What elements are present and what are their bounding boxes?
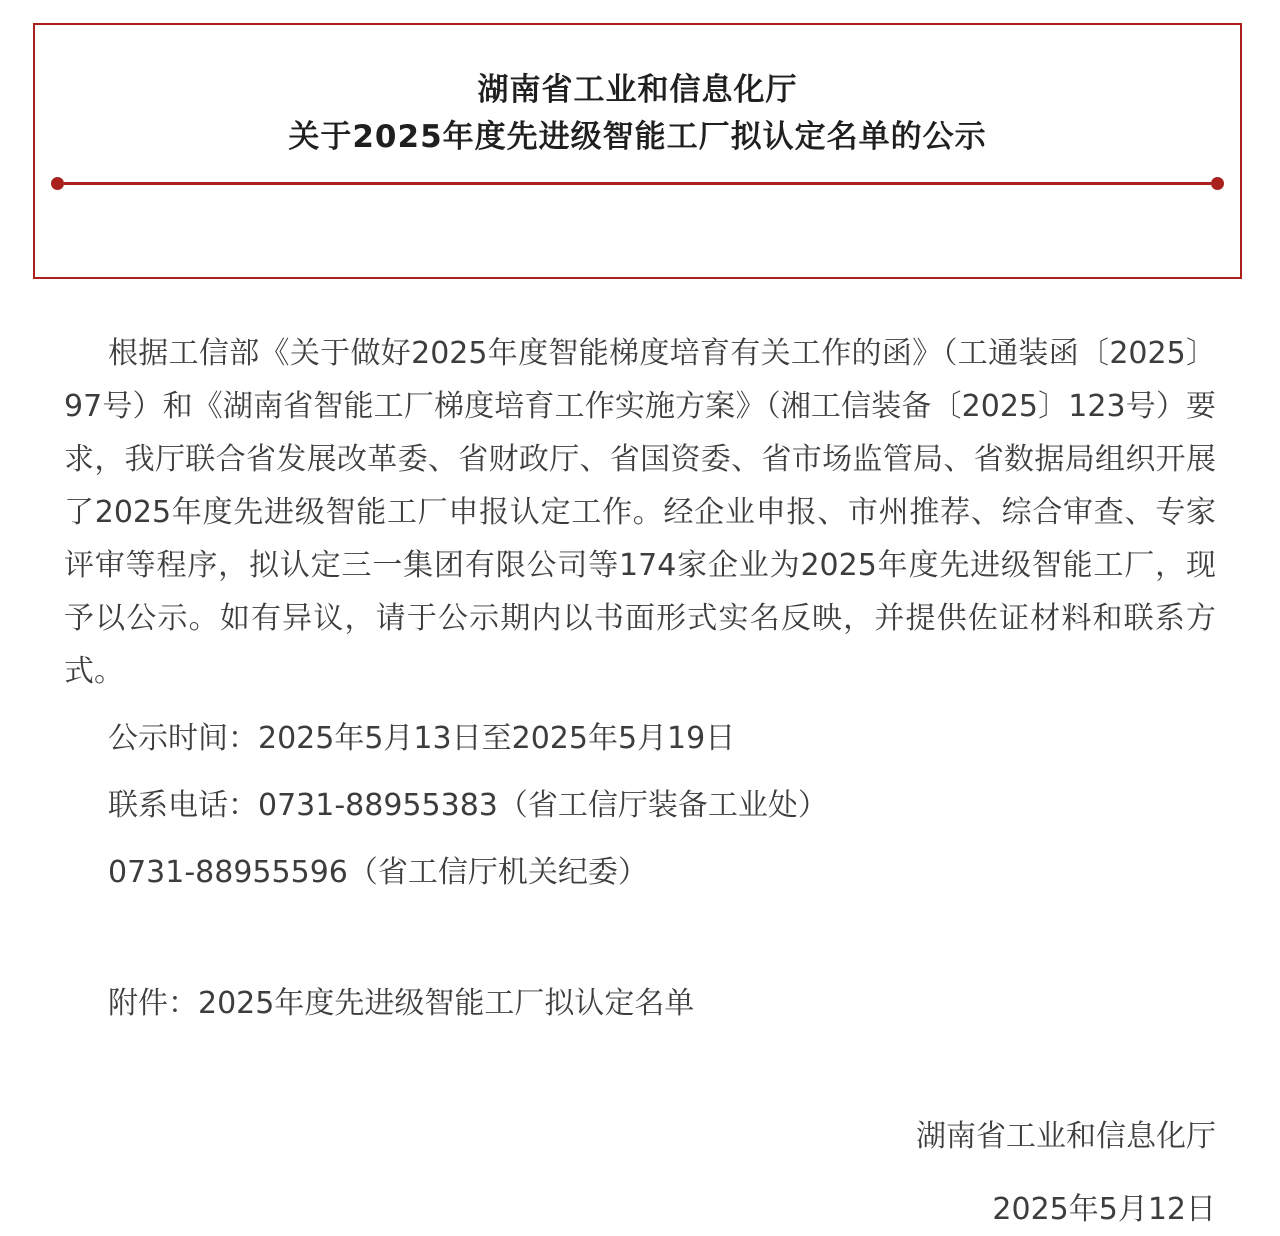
notice-content [0, 327, 1280, 1236]
document-title-line1: 湖南省工业和信息化厅 [477, 72, 798, 108]
notice-period-line: 公示时间：2025年5月13日至2025年5月19日 [108, 721, 736, 756]
contact-phone-secondary-line: 0731-88955596（省工信厅机关纪委） [108, 855, 648, 890]
notice-header-box [33, 23, 1242, 279]
signature-block [64, 1110, 1216, 1236]
contact-phone-primary-line: 联系电话：0731-88955383（省工信厅装备工业处） [108, 788, 828, 823]
header-divider [35, 177, 1240, 190]
notice-page [0, 23, 1280, 1236]
divider-rule [64, 182, 1211, 185]
divider-dot-left-icon [51, 177, 64, 190]
signature-organization: 湖南省工业和信息化厅 [916, 1119, 1216, 1154]
document-title-line2: 关于2025年度先进级智能工厂拟认定名单的公示 [288, 119, 987, 155]
notice-paragraph: 根据工信部《关于做好2025年度智能梯度培育有关工作的函》（工通装函〔2025〕97号）和《湖南省智能工厂梯度培育工作实施方案》（湘工信装备〔2025〕123号）要求，我厅联合省发展改革委、省财政厅、省国资委、省市场监管局、省数据局组织开展了2025年度先进级智能工厂申报认定工作。经企业申报、市州推荐、综合审查、专家评审等程序，拟认定三一集团有限公司等174家企业为2025年度先进级智能工厂，现予以公示。如有异议，请于公示期内以书面形式实名反映，并提供佐证材料和联系方式。 [64, 336, 1216, 689]
divider-dot-right-icon [1211, 177, 1224, 190]
attachment-line: 附件：2025年度先进级智能工厂拟认定名单 [108, 986, 695, 1021]
signature-date: 2025年5月12日 [992, 1192, 1216, 1227]
